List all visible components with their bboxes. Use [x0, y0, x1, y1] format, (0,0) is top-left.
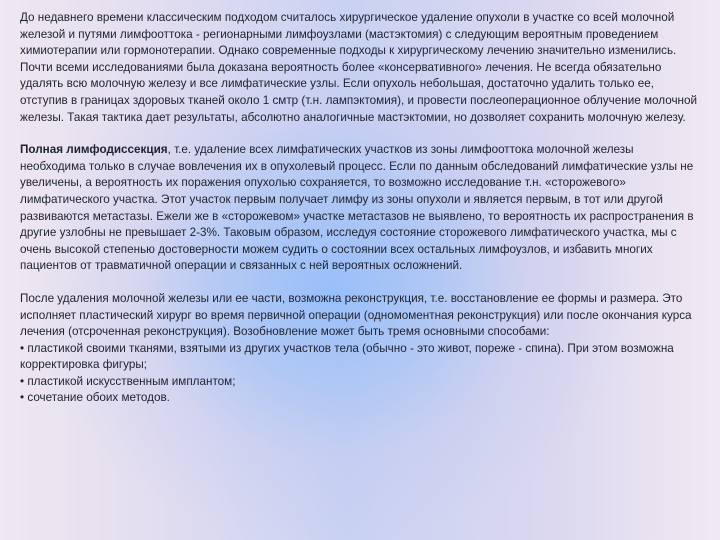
paragraph-mastectomy: До недавнего времени классическим подходом считалось хирургическое удаление опухоли в участке со всей молочной железой и путями лимфооттока - регионарными лимфоузлами (мастэктомия) с следующим вероятным проведением химиотерапии или гормонотерапии. Однако современные подходы к хирургическому лечению значительно изменились. Почти всеми исследованиями была доказана вероятность более «консервативного» лечения. Не всегда обязательно удалять всю молочную железу и все лимфатические узлы. Если опухоль небольшая, достаточно удалить только ее, отступив в границах здоровых тканей около 1 смтр (т.н. лампэктомия), и провести послеоперационное облучение молочной железы. Такая тактика дает результаты, абсолютно аналогичные мастэктомии, но дозволяет сохранить молочную железу. — [20, 11, 698, 124]
paragraph-lymphodissection-text: , т.е. удаление всех лимфатических участков из зоны лимфооттока молочной железы необходима только в случае вовлечения их в опухолевый процесс. Если по данным обследований лимфатические узлы не увеличены, а вероятность их поражения опухолью сохраняется, то возможно исследование т.н. «сторожевого» лимфатического участка. Этот участок первым получает лимфу из зоны опухоли и является первым, в тот или другой развиваются метастазы. Ежели же в «сторожевом» участке метастазов не выявлено, то вероятность их распространения в другие узлобны не превышает 2-3%. Таковым образом, исследуя состояние сторожевого лимфатического участка, мы с очень высокой степенью достоверности можем судить о состоянии всех остальных лимфоузлов, и избавить многих пациентов от травматичной операции и связанных с ней вероятных осложнений. — [20, 143, 694, 273]
bullet-own-tissue: • пластикой своими тканями, взятыми из других участков тела (обычно - это живот, пореже - спина). При этом возможна корректировка фигуры; — [20, 341, 674, 372]
text-content — [20, 10, 700, 423]
term-lymphodissection: Полная лимфодиссекция — [20, 143, 168, 157]
reconstruction-intro: После удаления молочной железы или ее части, возможна реконструкция, т.е. восстановление ее формы и размера. Это исполняет пластический хирург во время первичной операции (одномоментная реконструкция) или после окончания курса лечения (отсроченная реконструкция). Возобновление может быть тремя основными способами: — [20, 291, 692, 339]
paragraph-lymphodissection — [20, 142, 700, 275]
bullet-implant: • пластикой искусственным имплантом; — [20, 374, 236, 388]
paragraph-reconstruction — [20, 291, 700, 407]
bullet-combined: • сочетание обоих методов. — [20, 391, 170, 405]
